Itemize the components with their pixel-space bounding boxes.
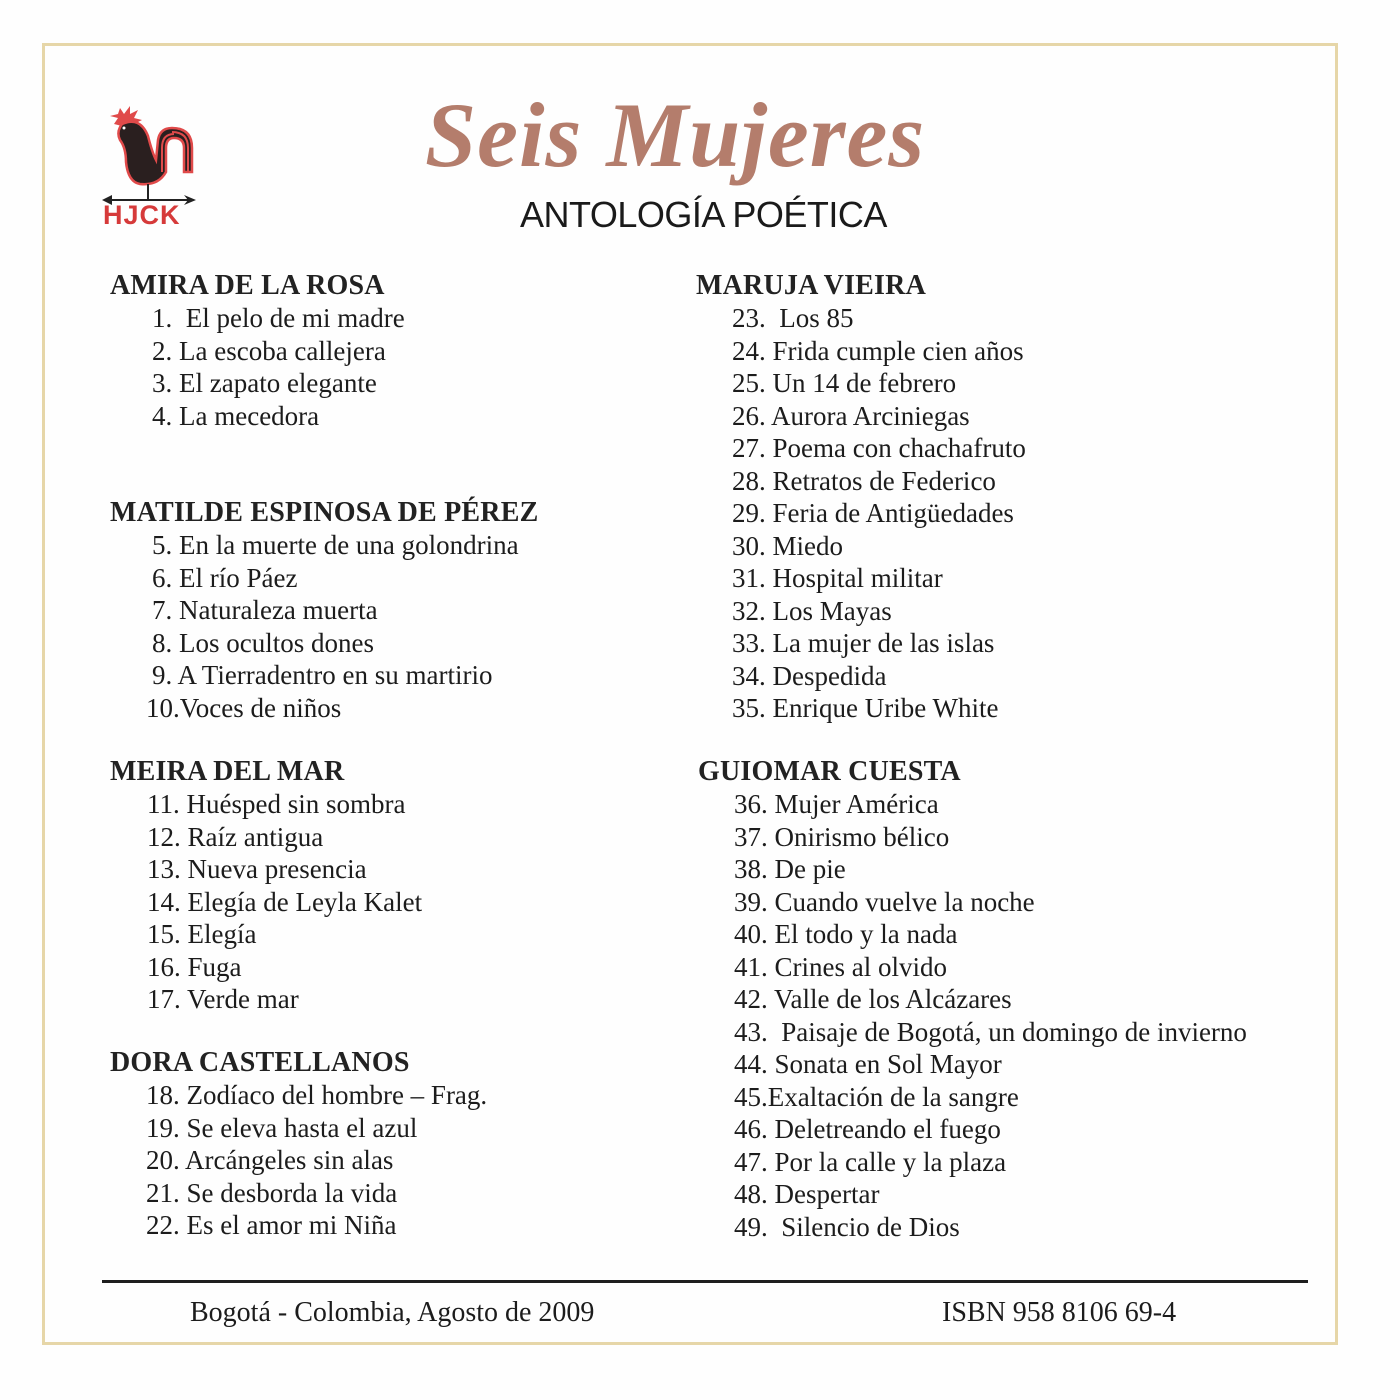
poem-item: 15. Elegía — [147, 919, 257, 949]
poem-item: 33. La mujer de las islas — [732, 628, 995, 658]
poem-item: 19. Se eleva hasta el azul — [146, 1112, 418, 1143]
page-title: Seis Mujeres — [425, 84, 926, 186]
poem-item: 43. Paisaje de Bogotá, un domingo de invierno — [734, 1016, 1247, 1047]
author-heading: MATILDE ESPINOSA DE PÉREZ — [110, 497, 539, 528]
poem-item: 30. Miedo — [732, 530, 843, 561]
poem-item: 20. Arcángeles sin alas — [146, 1145, 394, 1175]
section-dora-castellanos — [110, 1047, 487, 1242]
poem-item: 18. Zodíaco del hombre – Frag. — [146, 1080, 488, 1110]
poem-item: 4. La mecedora — [152, 400, 320, 431]
poem-item: 39. Cuando vuelve la noche — [734, 886, 1035, 917]
poem-item: 6. El río Páez — [152, 562, 298, 593]
section-maruja-vieira — [696, 270, 1026, 725]
poem-item: 47. Por la calle y la plaza — [734, 1146, 1007, 1177]
poem-item: 9. A Tierradentro en su martirio — [152, 660, 493, 690]
poem-item: 5. En la muerte de una golondrina — [152, 530, 519, 560]
poem-item: 2. La escoba callejera — [152, 335, 386, 366]
poem-item: 29. Feria de Antigüedades — [732, 498, 1014, 528]
poem-item: 40. El todo y la nada — [734, 919, 958, 949]
author-heading: DORA CASTELLANOS — [110, 1047, 410, 1078]
poem-item: 49. Silencio de Dios — [734, 1211, 960, 1242]
footer-isbn: ISBN 958 8106 69-4 — [942, 1297, 1177, 1328]
section-amira-de-la-rosa — [110, 270, 405, 432]
poem-item: 3. El zapato elegante — [152, 368, 377, 398]
poem-item: 23. Los 85 — [732, 303, 854, 333]
poem-item: 45.Exaltación de la sangre — [734, 1081, 1019, 1112]
author-heading: MARUJA VIEIRA — [696, 270, 926, 301]
section-meira-del-mar — [110, 756, 422, 1016]
section-matilde-espinosa — [110, 497, 538, 724]
poem-item: 25. Un 14 de febrero — [732, 368, 957, 398]
poem-item: 32. Los Mayas — [732, 595, 892, 626]
poem-item: 37. Onirismo bélico — [734, 821, 950, 852]
poem-item: 21. Se desborda la vida — [146, 1177, 398, 1208]
section-guiomar-cuesta — [698, 756, 1247, 1243]
poem-item: 27. Poema con chachafruto — [732, 433, 1026, 463]
poem-item: 28. Retratos de Federico — [732, 465, 996, 496]
poem-item: 41. Crines al olvido — [734, 951, 947, 982]
poem-item: 8. Los ocultos dones — [152, 627, 374, 658]
poem-item: 12. Raíz antigua — [147, 821, 324, 852]
poem-item: 26. Aurora Arciniegas — [732, 400, 970, 431]
poem-item: 36. Mujer América — [734, 789, 939, 819]
poem-item: 1. El pelo de mi madre — [152, 303, 405, 333]
poem-item: 31. Hospital militar — [732, 563, 943, 593]
poem-item: 48. Despertar — [734, 1179, 880, 1209]
poem-item: 46. Deletreando el fuego — [734, 1114, 1001, 1144]
poem-item: 44. Sonata en Sol Mayor — [734, 1049, 1002, 1079]
poem-item: 14. Elegía de Leyla Kalet — [147, 886, 423, 917]
poem-item: 7. Naturaleza muerta — [152, 595, 378, 625]
poem-item: 34. Despedida — [732, 660, 887, 691]
poem-item: 13. Nueva presencia — [147, 854, 367, 884]
author-heading: AMIRA DE LA ROSA — [110, 270, 385, 301]
poem-item: 22. Es el amor mi Niña — [146, 1210, 397, 1240]
poem-item: 38. De pie — [734, 854, 846, 884]
poem-item: 16. Fuga — [147, 951, 242, 982]
footer-place-date: Bogotá - Colombia, Agosto de 2009 — [190, 1297, 595, 1328]
poem-item: 11. Huésped sin sombra — [147, 789, 406, 819]
poem-item: 17. Verde mar — [147, 984, 299, 1014]
author-heading: GUIOMAR CUESTA — [698, 756, 961, 787]
hjck-logo-text: HJCK — [103, 200, 181, 230]
footer-divider — [102, 1280, 1308, 1283]
poem-item: 24. Frida cumple cien años — [732, 335, 1024, 366]
poem-item: 10.Voces de niños — [146, 692, 342, 723]
poem-item: 35. Enrique Uribe White — [732, 693, 999, 723]
poem-item: 42. Valle de los Alcázares — [734, 984, 1012, 1014]
page-subtitle: ANTOLOGÍA POÉTICA — [520, 194, 887, 235]
author-heading: MEIRA DEL MAR — [110, 756, 345, 787]
